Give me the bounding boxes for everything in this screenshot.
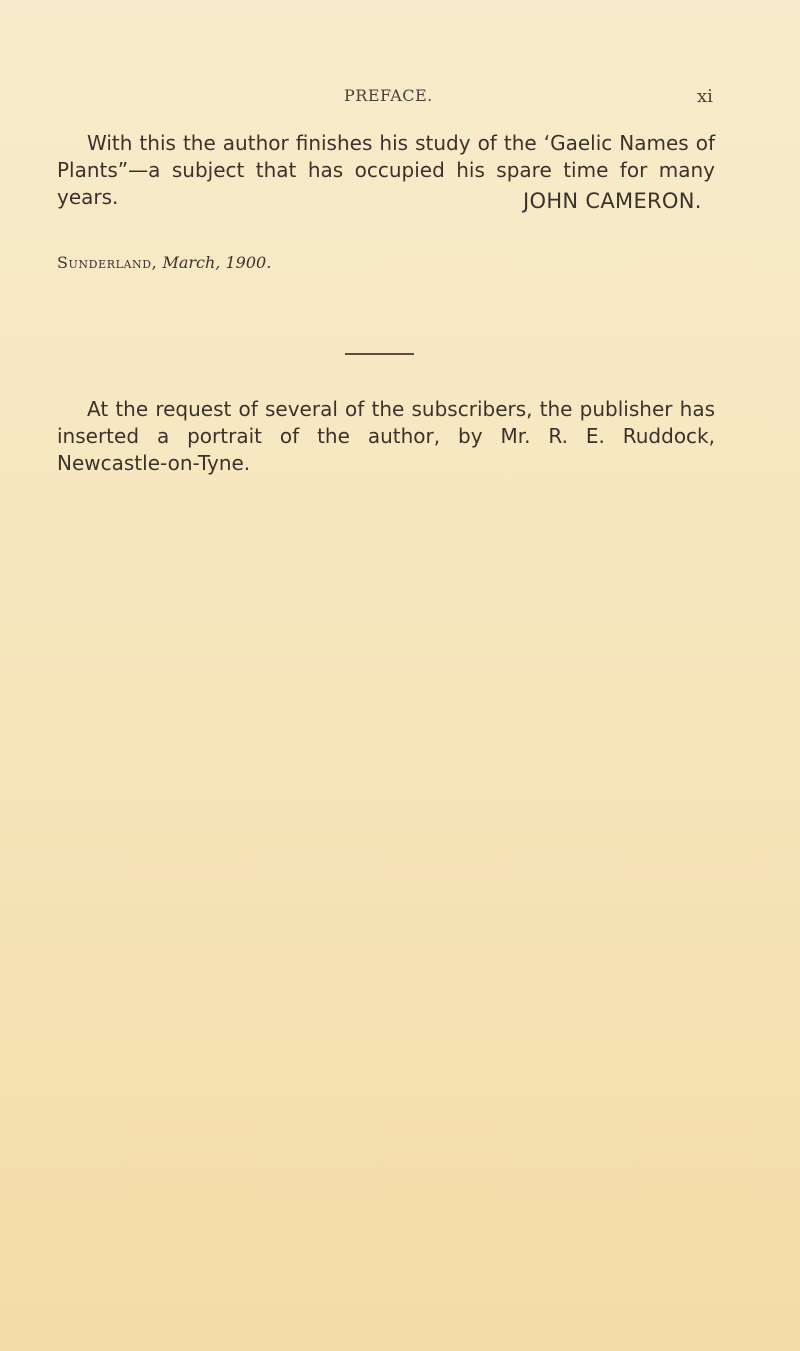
- running-head: [0, 86, 800, 110]
- date: March, 1900.: [162, 253, 272, 272]
- running-title: PREFACE.: [344, 86, 433, 105]
- author-signature: JOHN CAMERON.: [523, 189, 702, 213]
- preface-paragraph-1: With this the author finishes his study of the ‘Gaelic Names of Plants”—a subject that has occupied his spare time for many years.: [57, 131, 715, 209]
- section-divider-rule: [345, 353, 414, 355]
- place: Sunderland,: [57, 253, 158, 272]
- place-date-line: [57, 253, 271, 272]
- preface-paragraph-2: At the request of several of the subscribers, the publisher has inserted a portrait of the author, by Mr. R. E. Ruddock, Newcastle-on-Tyne.: [57, 397, 715, 475]
- page-number: xi: [697, 86, 713, 107]
